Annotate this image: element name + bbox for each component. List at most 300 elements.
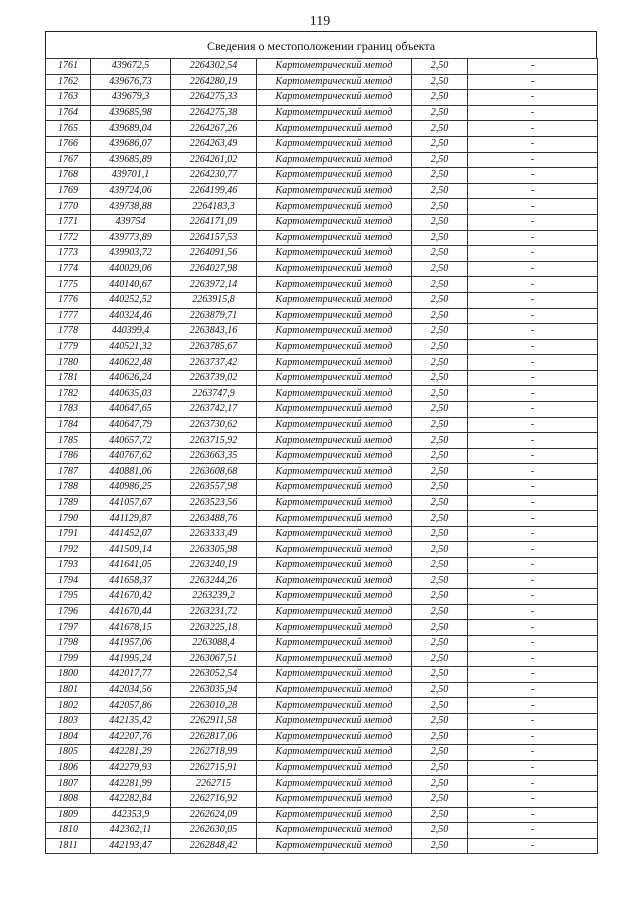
y-coordinate-cell: 2264230,77 (171, 168, 257, 184)
accuracy-cell: 2,50 (412, 604, 468, 620)
method-cell: Картометрический метод (257, 760, 412, 776)
y-coordinate-cell: 2264261,02 (171, 152, 257, 168)
method-cell: Картометрический метод (257, 386, 412, 402)
y-coordinate-cell: 2263747,9 (171, 386, 257, 402)
table-row (46, 246, 598, 262)
x-coordinate-cell: 442279,93 (91, 760, 171, 776)
method-cell: Картометрический метод (257, 324, 412, 340)
y-coordinate-cell: 2263244,26 (171, 573, 257, 589)
x-coordinate-cell: 439701,1 (91, 168, 171, 184)
method-cell: Картометрический метод (257, 667, 412, 683)
note-cell: - (468, 745, 598, 761)
point-number-cell: 1775 (46, 277, 91, 293)
x-coordinate-cell: 439686,07 (91, 136, 171, 152)
accuracy-cell: 2,50 (412, 261, 468, 277)
accuracy-cell: 2,50 (412, 402, 468, 418)
table-row (46, 292, 598, 308)
method-cell: Картометрический метод (257, 713, 412, 729)
y-coordinate-cell: 2264157,53 (171, 230, 257, 246)
table-row (46, 635, 598, 651)
method-cell: Картометрический метод (257, 698, 412, 714)
accuracy-cell: 2,50 (412, 495, 468, 511)
table-row (46, 495, 598, 511)
point-number-cell: 1811 (46, 838, 91, 854)
x-coordinate-cell: 442135,42 (91, 713, 171, 729)
table-row (46, 386, 598, 402)
table-row (46, 776, 598, 792)
method-cell: Картометрический метод (257, 183, 412, 199)
table-row (46, 121, 598, 137)
x-coordinate-cell: 439679,3 (91, 90, 171, 106)
table-row (46, 667, 598, 683)
accuracy-cell: 2,50 (412, 682, 468, 698)
note-cell: - (468, 183, 598, 199)
x-coordinate-cell: 440881,06 (91, 464, 171, 480)
y-coordinate-cell: 2263663,35 (171, 448, 257, 464)
y-coordinate-cell: 2263557,98 (171, 480, 257, 496)
table-row (46, 682, 598, 698)
x-coordinate-cell: 440647,65 (91, 402, 171, 418)
y-coordinate-cell: 2264275,33 (171, 90, 257, 106)
x-coordinate-cell: 441995,24 (91, 651, 171, 667)
method-cell: Картометрический метод (257, 433, 412, 449)
point-number-cell: 1807 (46, 776, 91, 792)
point-number-cell: 1788 (46, 480, 91, 496)
table-row (46, 604, 598, 620)
accuracy-cell: 2,50 (412, 620, 468, 636)
table-row (46, 105, 598, 121)
point-number-cell: 1763 (46, 90, 91, 106)
accuracy-cell: 2,50 (412, 511, 468, 527)
method-cell: Картометрический метод (257, 136, 412, 152)
x-coordinate-cell: 440324,46 (91, 308, 171, 324)
accuracy-cell: 2,50 (412, 635, 468, 651)
table-row (46, 199, 598, 215)
x-coordinate-cell: 441641,05 (91, 558, 171, 574)
note-cell: - (468, 433, 598, 449)
table-row (46, 698, 598, 714)
note-cell: - (468, 620, 598, 636)
x-coordinate-cell: 441670,44 (91, 604, 171, 620)
note-cell: - (468, 791, 598, 807)
x-coordinate-cell: 442193,47 (91, 838, 171, 854)
method-cell: Картометрический метод (257, 823, 412, 839)
point-number-cell: 1768 (46, 168, 91, 184)
y-coordinate-cell: 2263231,72 (171, 604, 257, 620)
note-cell: - (468, 713, 598, 729)
section-title: Сведения о местоположении границ объекта (45, 31, 597, 58)
method-cell: Картометрический метод (257, 152, 412, 168)
point-number-cell: 1782 (46, 386, 91, 402)
point-number-cell: 1792 (46, 542, 91, 558)
y-coordinate-cell: 2264302,54 (171, 59, 257, 75)
method-cell: Картометрический метод (257, 261, 412, 277)
x-coordinate-cell: 442057,86 (91, 698, 171, 714)
x-coordinate-cell: 442207,76 (91, 729, 171, 745)
x-coordinate-cell: 441452,07 (91, 526, 171, 542)
point-number-cell: 1779 (46, 339, 91, 355)
accuracy-cell: 2,50 (412, 667, 468, 683)
table-row (46, 620, 598, 636)
x-coordinate-cell: 441509,14 (91, 542, 171, 558)
table-row (46, 59, 598, 75)
y-coordinate-cell: 2263052,54 (171, 667, 257, 683)
method-cell: Картометрический метод (257, 791, 412, 807)
y-coordinate-cell: 2264171,09 (171, 214, 257, 230)
y-coordinate-cell: 2263010,28 (171, 698, 257, 714)
x-coordinate-cell: 439672,5 (91, 59, 171, 75)
method-cell: Картометрический метод (257, 339, 412, 355)
accuracy-cell: 2,50 (412, 713, 468, 729)
method-cell: Картометрический метод (257, 745, 412, 761)
table-row (46, 464, 598, 480)
y-coordinate-cell: 2264199,46 (171, 183, 257, 199)
method-cell: Картометрический метод (257, 90, 412, 106)
method-cell: Картометрический метод (257, 558, 412, 574)
point-number-cell: 1777 (46, 308, 91, 324)
x-coordinate-cell: 439903,72 (91, 246, 171, 262)
accuracy-cell: 2,50 (412, 370, 468, 386)
accuracy-cell: 2,50 (412, 168, 468, 184)
table-row (46, 136, 598, 152)
y-coordinate-cell: 2262848,42 (171, 838, 257, 854)
accuracy-cell: 2,50 (412, 324, 468, 340)
note-cell: - (468, 402, 598, 418)
x-coordinate-cell: 439685,98 (91, 105, 171, 121)
accuracy-cell: 2,50 (412, 308, 468, 324)
point-number-cell: 1791 (46, 526, 91, 542)
note-cell: - (468, 480, 598, 496)
note-cell: - (468, 355, 598, 371)
point-number-cell: 1787 (46, 464, 91, 480)
point-number-cell: 1771 (46, 214, 91, 230)
note-cell: - (468, 230, 598, 246)
note-cell: - (468, 246, 598, 262)
accuracy-cell: 2,50 (412, 417, 468, 433)
table-row (46, 402, 598, 418)
note-cell: - (468, 308, 598, 324)
point-number-cell: 1785 (46, 433, 91, 449)
method-cell: Картометрический метод (257, 464, 412, 480)
accuracy-cell: 2,50 (412, 105, 468, 121)
y-coordinate-cell: 2264027,98 (171, 261, 257, 277)
point-number-cell: 1766 (46, 136, 91, 152)
accuracy-cell: 2,50 (412, 355, 468, 371)
table-row (46, 760, 598, 776)
point-number-cell: 1772 (46, 230, 91, 246)
point-number-cell: 1774 (46, 261, 91, 277)
table-row (46, 526, 598, 542)
note-cell: - (468, 464, 598, 480)
table-row (46, 324, 598, 340)
table-row (46, 838, 598, 854)
method-cell: Картометрический метод (257, 682, 412, 698)
x-coordinate-cell: 439754 (91, 214, 171, 230)
x-coordinate-cell: 440252,52 (91, 292, 171, 308)
method-cell: Картометрический метод (257, 526, 412, 542)
table-row (46, 74, 598, 90)
point-number-cell: 1767 (46, 152, 91, 168)
y-coordinate-cell: 2263737,42 (171, 355, 257, 371)
accuracy-cell: 2,50 (412, 573, 468, 589)
method-cell: Картометрический метод (257, 214, 412, 230)
x-coordinate-cell: 442281,99 (91, 776, 171, 792)
accuracy-cell: 2,50 (412, 448, 468, 464)
accuracy-cell: 2,50 (412, 729, 468, 745)
x-coordinate-cell: 440622,48 (91, 355, 171, 371)
accuracy-cell: 2,50 (412, 121, 468, 137)
note-cell: - (468, 511, 598, 527)
y-coordinate-cell: 2264280,19 (171, 74, 257, 90)
accuracy-cell: 2,50 (412, 651, 468, 667)
table-row (46, 729, 598, 745)
x-coordinate-cell: 442034,56 (91, 682, 171, 698)
x-coordinate-cell: 441957,06 (91, 635, 171, 651)
accuracy-cell: 2,50 (412, 199, 468, 215)
method-cell: Картометрический метод (257, 74, 412, 90)
method-cell: Картометрический метод (257, 246, 412, 262)
method-cell: Картометрический метод (257, 121, 412, 137)
table-row (46, 589, 598, 605)
coordinates-table (45, 58, 598, 854)
table-row (46, 277, 598, 293)
table-row (46, 573, 598, 589)
y-coordinate-cell: 2263742,17 (171, 402, 257, 418)
y-coordinate-cell: 2263088,4 (171, 635, 257, 651)
method-cell: Картометрический метод (257, 495, 412, 511)
method-cell: Картометрический метод (257, 230, 412, 246)
y-coordinate-cell: 2263333,49 (171, 526, 257, 542)
x-coordinate-cell: 439738,88 (91, 199, 171, 215)
note-cell: - (468, 370, 598, 386)
accuracy-cell: 2,50 (412, 136, 468, 152)
note-cell: - (468, 152, 598, 168)
table-row (46, 230, 598, 246)
x-coordinate-cell: 439724,06 (91, 183, 171, 199)
table-row (46, 542, 598, 558)
note-cell: - (468, 604, 598, 620)
table-row (46, 261, 598, 277)
x-coordinate-cell: 442281,29 (91, 745, 171, 761)
note-cell: - (468, 121, 598, 137)
method-cell: Картометрический метод (257, 480, 412, 496)
method-cell: Картометрический метод (257, 589, 412, 605)
table-row (46, 511, 598, 527)
point-number-cell: 1770 (46, 199, 91, 215)
accuracy-cell: 2,50 (412, 791, 468, 807)
table-row (46, 823, 598, 839)
table-row (46, 807, 598, 823)
note-cell: - (468, 261, 598, 277)
point-number-cell: 1796 (46, 604, 91, 620)
method-cell: Картометрический метод (257, 168, 412, 184)
y-coordinate-cell: 2262718,99 (171, 745, 257, 761)
accuracy-cell: 2,50 (412, 464, 468, 480)
accuracy-cell: 2,50 (412, 246, 468, 262)
accuracy-cell: 2,50 (412, 214, 468, 230)
y-coordinate-cell: 2263239,2 (171, 589, 257, 605)
y-coordinate-cell: 2263240,19 (171, 558, 257, 574)
method-cell: Картометрический метод (257, 292, 412, 308)
table-row (46, 433, 598, 449)
y-coordinate-cell: 2262817,06 (171, 729, 257, 745)
y-coordinate-cell: 2262715 (171, 776, 257, 792)
table-row (46, 90, 598, 106)
table-row (46, 713, 598, 729)
note-cell: - (468, 526, 598, 542)
note-cell: - (468, 823, 598, 839)
accuracy-cell: 2,50 (412, 776, 468, 792)
method-cell: Картометрический метод (257, 199, 412, 215)
note-cell: - (468, 698, 598, 714)
x-coordinate-cell: 439685,89 (91, 152, 171, 168)
point-number-cell: 1794 (46, 573, 91, 589)
method-cell: Картометрический метод (257, 838, 412, 854)
method-cell: Картометрический метод (257, 620, 412, 636)
accuracy-cell: 2,50 (412, 74, 468, 90)
accuracy-cell: 2,50 (412, 838, 468, 854)
note-cell: - (468, 324, 598, 340)
x-coordinate-cell: 440635,03 (91, 386, 171, 402)
y-coordinate-cell: 2262715,91 (171, 760, 257, 776)
table-row (46, 355, 598, 371)
method-cell: Картометрический метод (257, 448, 412, 464)
x-coordinate-cell: 440140,67 (91, 277, 171, 293)
table-row (46, 152, 598, 168)
method-cell: Картометрический метод (257, 402, 412, 418)
note-cell: - (468, 760, 598, 776)
point-number-cell: 1806 (46, 760, 91, 776)
point-number-cell: 1799 (46, 651, 91, 667)
point-number-cell: 1783 (46, 402, 91, 418)
note-cell: - (468, 807, 598, 823)
accuracy-cell: 2,50 (412, 386, 468, 402)
x-coordinate-cell: 439773,89 (91, 230, 171, 246)
x-coordinate-cell: 440399,4 (91, 324, 171, 340)
y-coordinate-cell: 2263730,62 (171, 417, 257, 433)
method-cell: Картометрический метод (257, 573, 412, 589)
x-coordinate-cell: 441678,15 (91, 620, 171, 636)
accuracy-cell: 2,50 (412, 526, 468, 542)
point-number-cell: 1800 (46, 667, 91, 683)
note-cell: - (468, 59, 598, 75)
method-cell: Картометрический метод (257, 807, 412, 823)
x-coordinate-cell: 440767,62 (91, 448, 171, 464)
method-cell: Картометрический метод (257, 635, 412, 651)
coordinates-table-body (46, 59, 598, 854)
note-cell: - (468, 292, 598, 308)
method-cell: Картометрический метод (257, 59, 412, 75)
accuracy-cell: 2,50 (412, 152, 468, 168)
point-number-cell: 1773 (46, 246, 91, 262)
point-number-cell: 1803 (46, 713, 91, 729)
x-coordinate-cell: 440657,72 (91, 433, 171, 449)
y-coordinate-cell: 2263972,14 (171, 277, 257, 293)
point-number-cell: 1790 (46, 511, 91, 527)
x-coordinate-cell: 441129,87 (91, 511, 171, 527)
point-number-cell: 1769 (46, 183, 91, 199)
accuracy-cell: 2,50 (412, 823, 468, 839)
note-cell: - (468, 589, 598, 605)
point-number-cell: 1797 (46, 620, 91, 636)
table-row (46, 791, 598, 807)
y-coordinate-cell: 2263225,18 (171, 620, 257, 636)
table-row (46, 308, 598, 324)
y-coordinate-cell: 2263843,16 (171, 324, 257, 340)
table-row (46, 339, 598, 355)
accuracy-cell: 2,50 (412, 760, 468, 776)
note-cell: - (468, 495, 598, 511)
note-cell: - (468, 776, 598, 792)
note-cell: - (468, 168, 598, 184)
accuracy-cell: 2,50 (412, 542, 468, 558)
point-number-cell: 1810 (46, 823, 91, 839)
table-row (46, 370, 598, 386)
accuracy-cell: 2,50 (412, 807, 468, 823)
y-coordinate-cell: 2263715,92 (171, 433, 257, 449)
note-cell: - (468, 729, 598, 745)
table-row (46, 480, 598, 496)
y-coordinate-cell: 2264183,3 (171, 199, 257, 215)
y-coordinate-cell: 2262630,05 (171, 823, 257, 839)
table-row (46, 417, 598, 433)
point-number-cell: 1798 (46, 635, 91, 651)
point-number-cell: 1780 (46, 355, 91, 371)
method-cell: Картометрический метод (257, 776, 412, 792)
table-row (46, 448, 598, 464)
note-cell: - (468, 339, 598, 355)
x-coordinate-cell: 440986,25 (91, 480, 171, 496)
y-coordinate-cell: 2263915,8 (171, 292, 257, 308)
point-number-cell: 1808 (46, 791, 91, 807)
accuracy-cell: 2,50 (412, 558, 468, 574)
method-cell: Картометрический метод (257, 729, 412, 745)
point-number-cell: 1805 (46, 745, 91, 761)
point-number-cell: 1764 (46, 105, 91, 121)
coordinates-section (45, 31, 597, 854)
point-number-cell: 1762 (46, 74, 91, 90)
x-coordinate-cell: 441658,37 (91, 573, 171, 589)
table-row (46, 183, 598, 199)
note-cell: - (468, 838, 598, 854)
note-cell: - (468, 682, 598, 698)
note-cell: - (468, 74, 598, 90)
y-coordinate-cell: 2263523,56 (171, 495, 257, 511)
accuracy-cell: 2,50 (412, 277, 468, 293)
note-cell: - (468, 542, 598, 558)
method-cell: Картометрический метод (257, 370, 412, 386)
note-cell: - (468, 635, 598, 651)
note-cell: - (468, 136, 598, 152)
y-coordinate-cell: 2263067,51 (171, 651, 257, 667)
y-coordinate-cell: 2263608,68 (171, 464, 257, 480)
note-cell: - (468, 448, 598, 464)
x-coordinate-cell: 439676,73 (91, 74, 171, 90)
y-coordinate-cell: 2264275,38 (171, 105, 257, 121)
y-coordinate-cell: 2263785,67 (171, 339, 257, 355)
x-coordinate-cell: 442017,77 (91, 667, 171, 683)
x-coordinate-cell: 441057,67 (91, 495, 171, 511)
y-coordinate-cell: 2263879,71 (171, 308, 257, 324)
point-number-cell: 1765 (46, 121, 91, 137)
x-coordinate-cell: 442362,11 (91, 823, 171, 839)
x-coordinate-cell: 440647,79 (91, 417, 171, 433)
method-cell: Картометрический метод (257, 308, 412, 324)
method-cell: Картометрический метод (257, 542, 412, 558)
x-coordinate-cell: 440626,24 (91, 370, 171, 386)
y-coordinate-cell: 2263035,94 (171, 682, 257, 698)
point-number-cell: 1804 (46, 729, 91, 745)
